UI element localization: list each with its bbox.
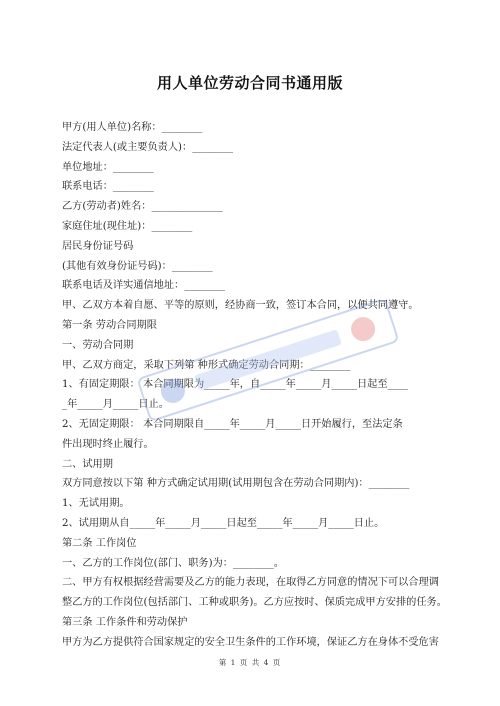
text-line: _年_____月_____日止。 (62, 399, 169, 411)
text-line: 二、甲方有权根据经营需要及乙方的能力表现，在取得乙方同意的情况下可以合理调 (62, 577, 439, 589)
text-line: 联系电话及详实通信地址：________ (62, 280, 225, 292)
text-line: 整乙方的工作岗位(包括部门、工种或职务)。乙方应按时、保质完成甲方安排的任务。 (62, 597, 447, 609)
text-line: 件出现时终止履行。 (62, 438, 154, 450)
text-line: 甲方为乙方提供符合国家规定的安全卫生条件的工作环境，保证乙方在身体不受危害 (62, 636, 439, 648)
text-line: (其他有效身份证号码)：________ (62, 260, 213, 272)
text-line: 甲、乙双方本着自愿、平等的原则，经协商一致，签订本合同，以便共同遵守。 (62, 300, 419, 312)
text-line: 双方同意按以下第 种方式确定试用期(试用期包含在劳动合同期内)：________ (62, 478, 410, 490)
text-line: 居民身份证号码 (62, 240, 134, 252)
section-heading: 第二条 工作岗位 (62, 537, 137, 549)
text-line: 甲、乙双方商定，采取下列第 种形式确定劳动合同期：________ (62, 359, 351, 371)
text-line: 甲方(用人单位)名称：________ (62, 122, 203, 133)
document-title: 用人单位劳动合同书通用版 (156, 74, 343, 92)
section-heading: 第一条 劳动合同期限 (62, 319, 157, 331)
section-heading: 第三条 工作条件和劳动保护 (62, 616, 188, 628)
text-line: 2、无固定期限： 本合同期限自_____年_____月_____日开始履行，至法定条 (62, 418, 403, 430)
page-footer: 第 1 页 共 4 页 (218, 658, 282, 667)
subsection-heading: 一、劳动合同期 (62, 339, 134, 351)
text-line: 法定代表人(或主要负责人)：________ (62, 141, 233, 153)
text-line: 一、乙方的工作岗位(部门、职务)为：________。 (62, 557, 284, 569)
subsection-heading: 二、试用期 (62, 458, 113, 470)
text-line: 2、试用期从自_____年_____月_____日起至_____年_____月_____日止。 (62, 517, 385, 529)
document-body (62, 118, 447, 653)
text-line: 1、有固定期限： 本合同期限为_____年，自_____年_____月_____日起至____ (62, 379, 408, 391)
text-line: 乙方(劳动者)姓名：______________ (62, 201, 223, 213)
text-line: 1、无试用期。 (62, 498, 130, 510)
text-line: 联系电话：________ (62, 181, 154, 193)
text-line: 单位地址：________ (62, 161, 154, 173)
text-line: 家庭住址(现住址)：________ (62, 220, 193, 232)
